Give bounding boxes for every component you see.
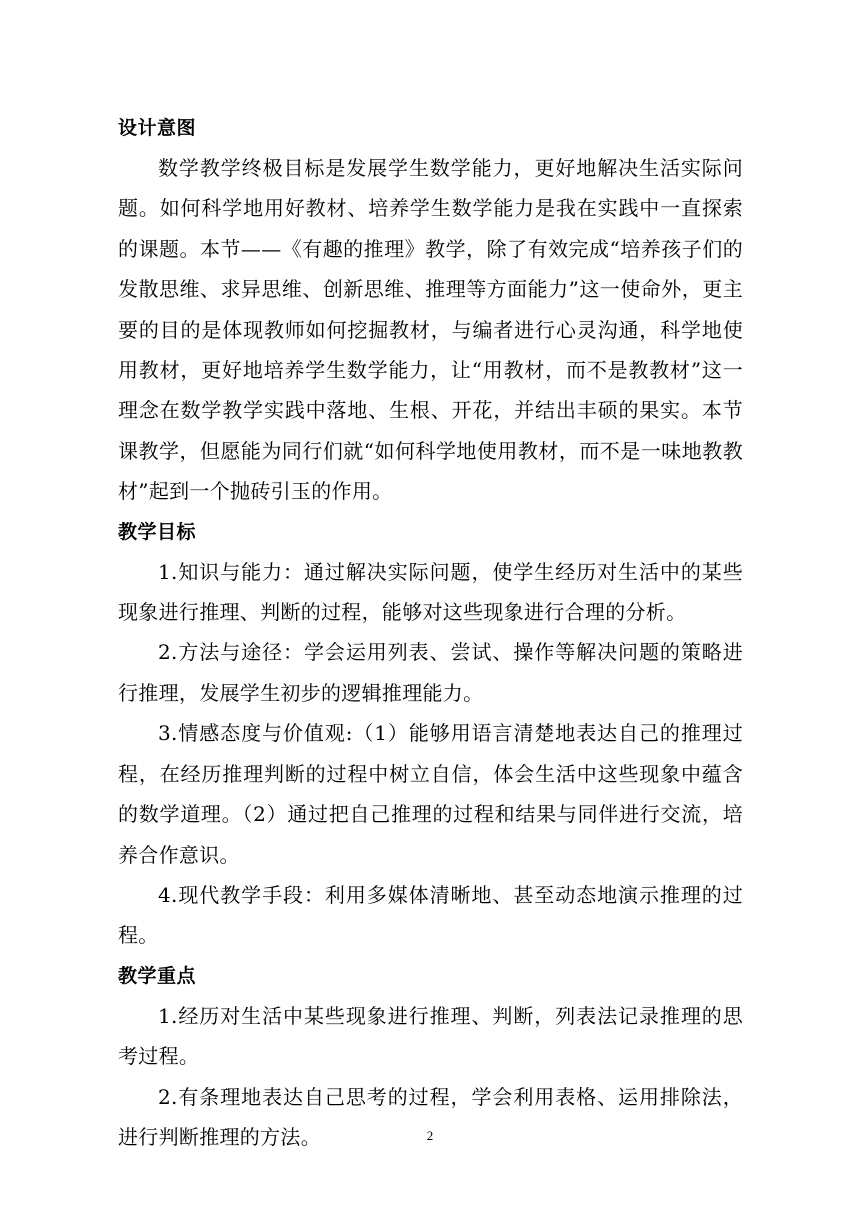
paragraph: 3.情感态度与价值观:（1）能够用语言清楚地表达自己的推理过程，在经历推理判断的过程中树立自信，体会生活中这些现象中蕴含的数学道理。（2）通过把自己推理的过程和结果与同伴进行交流，培养合作意识。 bbox=[118, 721, 743, 867]
paragraph: 2.方法与途径：学会运用列表、尝试、操作等解决问题的策略进行推理，发展学生初步的逻辑推理能力。 bbox=[118, 640, 743, 705]
paragraph: 1.知识与能力：通过解决实际问题，使学生经历对生活中的某些现象进行推理、判断的过程，能够对这些现象进行合理的分析。 bbox=[118, 559, 743, 625]
paragraph: 1.经历对生活中某些现象进行推理、判断，列表法记录推理的思考过程。 bbox=[118, 1003, 743, 1069]
section-heading-teaching-goals: 教学目标 bbox=[118, 520, 197, 543]
section-heading-teaching-focus: 教学重点 bbox=[118, 964, 197, 987]
paragraph: 2.有条理地表达自己思考的过程，学会利用表格、运用排除法，进行判断推理的方法。 bbox=[118, 1084, 743, 1149]
section-heading-design-intent: 设计意图 bbox=[118, 117, 197, 139]
paragraph: 数学教学终极目标是发展学生数学能力，更好地解决生活实际问题。如何科学地用好教材、培养学生数学能力是我在实践中一直探索的课题。本节——《有趣的推理》教学，除了有效完成“培养孩子们的发散思维、求异思维、创新思维、推理等方面能力”这一使命外，更主要的目的是体现教师如何挖掘教材，与编者进行心灵沟通，科学地使用教材，更好地培养学生数学能力，让“用教材，而不是教教材”这一理念在数学教学实践中落地、生根、开花，并结出丰硕的果实。本节课教学，但愿能为同行们就“如何科学地使用教材，而不是一味地教教材”起到一个抛砖引玉的作用。 bbox=[118, 156, 743, 504]
paragraph: 4.现代教学手段：利用多媒体清晰地、甚至动态地演示推理的过程。 bbox=[118, 882, 743, 948]
document-page bbox=[118, 108, 743, 1157]
page-number: 2 bbox=[426, 1128, 434, 1143]
